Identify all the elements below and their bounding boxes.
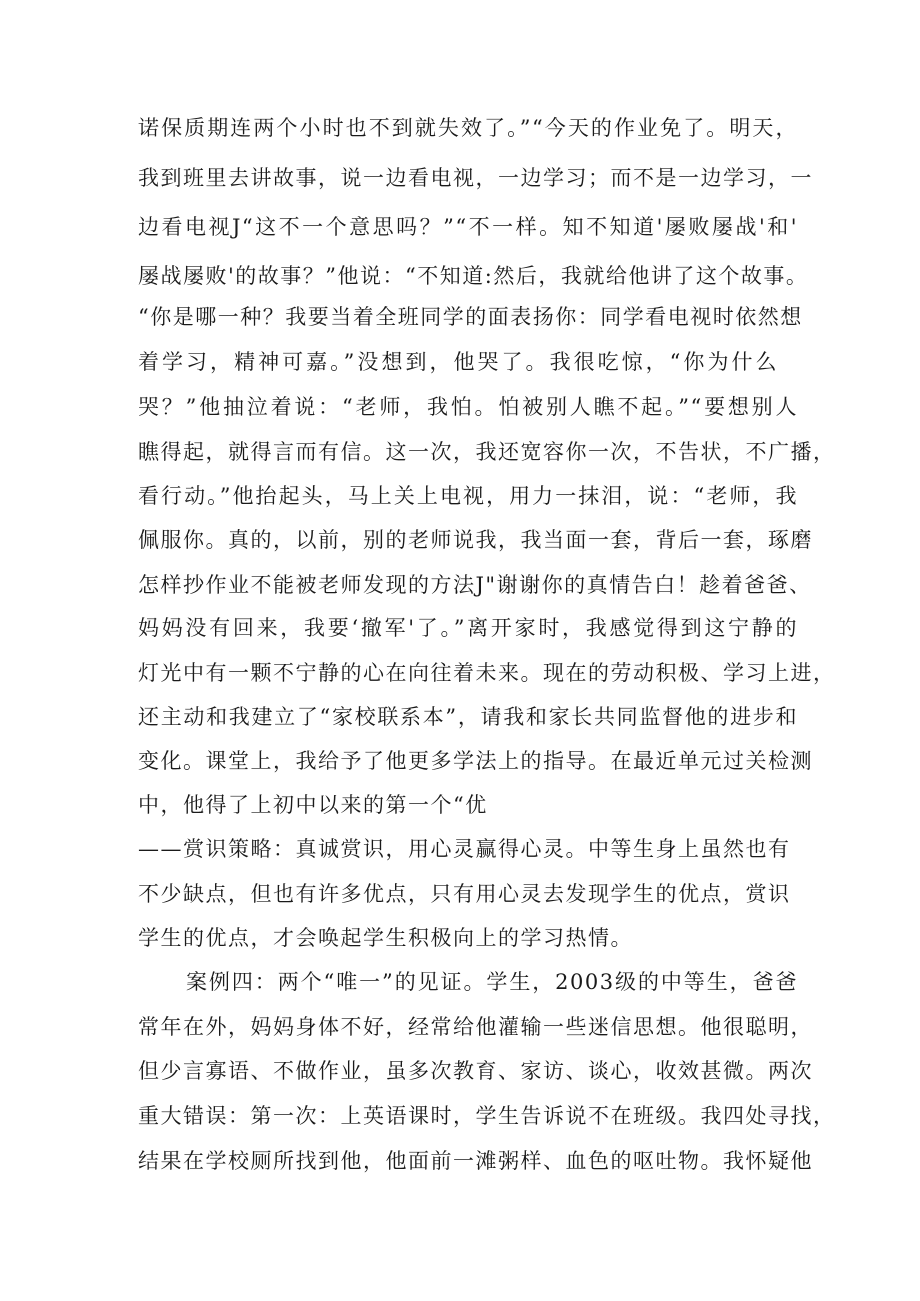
paragraph-first-line: 案例四：两个“唯一”的见证。学生，2003级的中等生，爸爸 (186, 970, 798, 994)
text-line: ——赏识策略：真诚赏识，用心灵赢得心灵。中等生身上虽然也有 (138, 837, 791, 861)
text-line: 不少缺点，但也有许多优点，只有用心灵去发现学生的优点，赏识 (138, 882, 791, 906)
text-line: 佩服你。真的，以前，别的老师说我，我当面一套，背后一套，琢磨 (138, 528, 813, 552)
text-line: 常年在外，妈妈身体不好，经常给他灌输一些迷信思想。他很聪明， (138, 1015, 813, 1039)
text-line: “你是哪一种？我要当着全班同学的面表扬你：同学看电视时依然想 (138, 305, 803, 329)
text-line: 学生的优点，才会唤起学生积极向上的学习热情。 (138, 926, 633, 950)
text-line: 诺保质期连两个小时也不到就失效了。”“今天的作业免了。明天， (138, 116, 798, 140)
text-line: 哭？”他抽泣着说：“老师，我怕。怕被别人瞧不起。”“要想别人 (138, 395, 798, 419)
text-line: 变化。课堂上，我给予了他更多学法上的指导。在最近单元过关检测 (138, 749, 813, 773)
text-line: 重大错误：第一次：上英语课时，学生告诉说不在班级。我四处寻找， (138, 1104, 836, 1128)
text-line: 看行动。”他抬起头，马上关上电视，用力一抹泪，说：“老师，我 (138, 484, 798, 508)
text-line: 还主动和我建立了“家校联系本”，请我和家长共同监督他的进步和 (138, 705, 798, 729)
text-line: 边看电视J“这不一个意思吗？”“不一样。知不知道'屡败屡战'和' (138, 215, 798, 239)
text-line: 着学习，精神可嘉。”没想到，他哭了。我很吃惊，“你为什么 (138, 350, 778, 374)
text-line: 灯光中有一颗不宁静的心在向往着未来。现在的劳动积极、学习上进， (138, 661, 836, 685)
text-line: 中，他得了上初中以来的第一个“优 (138, 793, 488, 817)
text-line: 但少言寡语、不做作业，虽多次教育、家访、谈心，收效甚微。两次 (138, 1059, 813, 1083)
text-line: 结果在学校厕所找到他，他面前一滩粥样、血色的呕吐物。我怀疑他 (138, 1149, 813, 1173)
text-line: 妈妈没有回来，我要‘撤军'了。”离开家时，我感觉得到这宁静的 (138, 616, 798, 640)
text-line: 我到班里去讲故事，说一边看电视，一边学习；而不是一边学习，一 (138, 166, 813, 190)
text-line: 瞧得起，就得言而有信。这一次，我还宽容你一次，不告状，不广播， (138, 440, 836, 464)
text-line: 怎样抄作业不能被老师发现的方法J"谢谢你的真情告白！趁着爸爸、 (138, 573, 812, 597)
text-line: 屡战屡败'的故事？”他说：“不知道:然后，我就给他讲了这个故事。 (138, 264, 809, 288)
